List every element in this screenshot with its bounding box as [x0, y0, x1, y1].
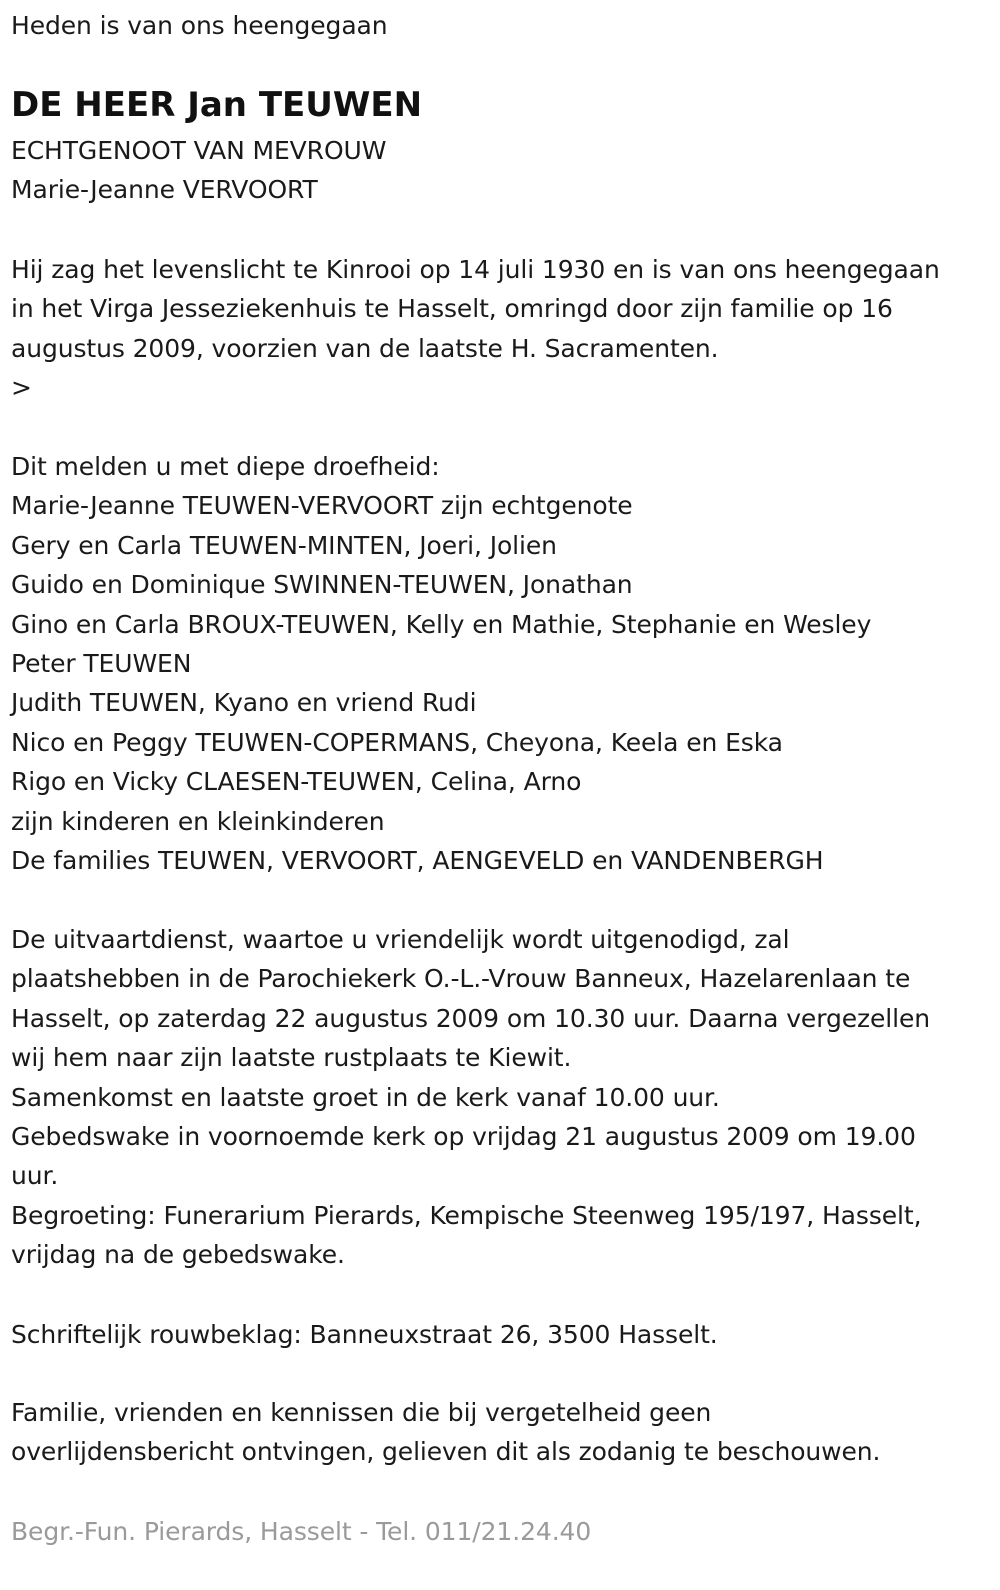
paragraph-line: augustus 2009, voorzien van de laatste H. Sacramenten. [11, 333, 719, 363]
family-member: Peter TEUWEN [11, 649, 192, 679]
paragraph-line: overlijdensbericht ontvingen, gelieven dit als zodanig te beschouwen. [11, 1437, 881, 1467]
paragraph-line: Gebedswake in voornoemde kerk op vrijdag 21 augustus 2009 om 19.00 [11, 1122, 916, 1152]
family-heading: Dit melden u met diepe droefheid: [11, 452, 440, 481]
spouse-line: ECHTGENOOT VAN MEVROUW [11, 136, 387, 165]
family-member: Judith TEUWEN, Kyano en vriend Rudi [11, 688, 477, 718]
intro-text: Heden is van ons heengegaan [11, 11, 388, 40]
family-member: zijn kinderen en kleinkinderen [11, 806, 385, 836]
family-member: Guido en Dominique SWINNEN-TEUWEN, Jonathan [11, 570, 633, 600]
family-member: Gino en Carla BROUX-TEUWEN, Kelly en Mathie, Stephanie en Wesley [11, 609, 872, 639]
family-member: De families TEUWEN, VERVOORT, AENGEVELD en VANDENBERGH [11, 846, 824, 876]
paragraph-line: Samenkomst en laatste groet in de kerk vanaf 10.00 uur. [11, 1082, 720, 1112]
paragraph-line: uur. [11, 1161, 59, 1191]
spouse-block [11, 131, 386, 210]
family-member: Gery en Carla TEUWEN-MINTEN, Joeri, Jolien [11, 530, 557, 560]
deceased-name: DE HEER Jan TEUWEN [11, 85, 423, 125]
funeral-details [11, 920, 930, 1275]
paragraph-line: wij hem naar zijn laatste rustplaats te Kiewit. [11, 1043, 572, 1073]
paragraph-line: Begroeting: Funerarium Pierards, Kempische Steenweg 195/197, Hasselt, [11, 1200, 922, 1230]
paragraph-line: De uitvaartdienst, waartoe u vriendelijk wordt uitgenodigd, zal [11, 925, 790, 954]
family-member: Rigo en Vicky CLAESEN-TEUWEN, Celina, Arno [11, 767, 582, 797]
paragraph-line: in het Virga Jesseziekenhuis te Hasselt, omringd door zijn familie op 16 [11, 294, 893, 324]
paragraph-line: vrijdag na de gebedswake. [11, 1240, 345, 1270]
condolence-address: Schriftelijk rouwbeklag: Banneuxstraat 26, 3500 Hasselt. [11, 1320, 718, 1349]
family-list [11, 447, 871, 880]
family-member: Marie-Jeanne TEUWEN-VERVOORT zijn echtgenote [11, 491, 633, 521]
birth-paragraph [11, 250, 940, 408]
notice-paragraph [11, 1393, 880, 1472]
paragraph-line: Hasselt, op zaterdag 22 augustus 2009 om 10.30 uur. Daarna vergezellen [11, 1003, 931, 1033]
paragraph-line: plaatshebben in de Parochiekerk O.-L.-Vrouw Banneux, Hazelarenlaan te [11, 964, 911, 994]
funeral-home-footer: Begr.-Fun. Pierards, Hasselt - Tel. 011/21.24.40 [11, 1517, 592, 1546]
paragraph-line: Familie, vrienden en kennissen die bij vergetelheid geen [11, 1398, 712, 1427]
paragraph-line: Hij zag het levenslicht te Kinrooi op 14 juli 1930 en is van ons heengegaan [11, 255, 940, 284]
spouse-name: Marie-Jeanne VERVOORT [11, 175, 318, 205]
paragraph-line: > [11, 373, 32, 403]
family-member: Nico en Peggy TEUWEN-COPERMANS, Cheyona, Keela en Eska [11, 727, 783, 757]
